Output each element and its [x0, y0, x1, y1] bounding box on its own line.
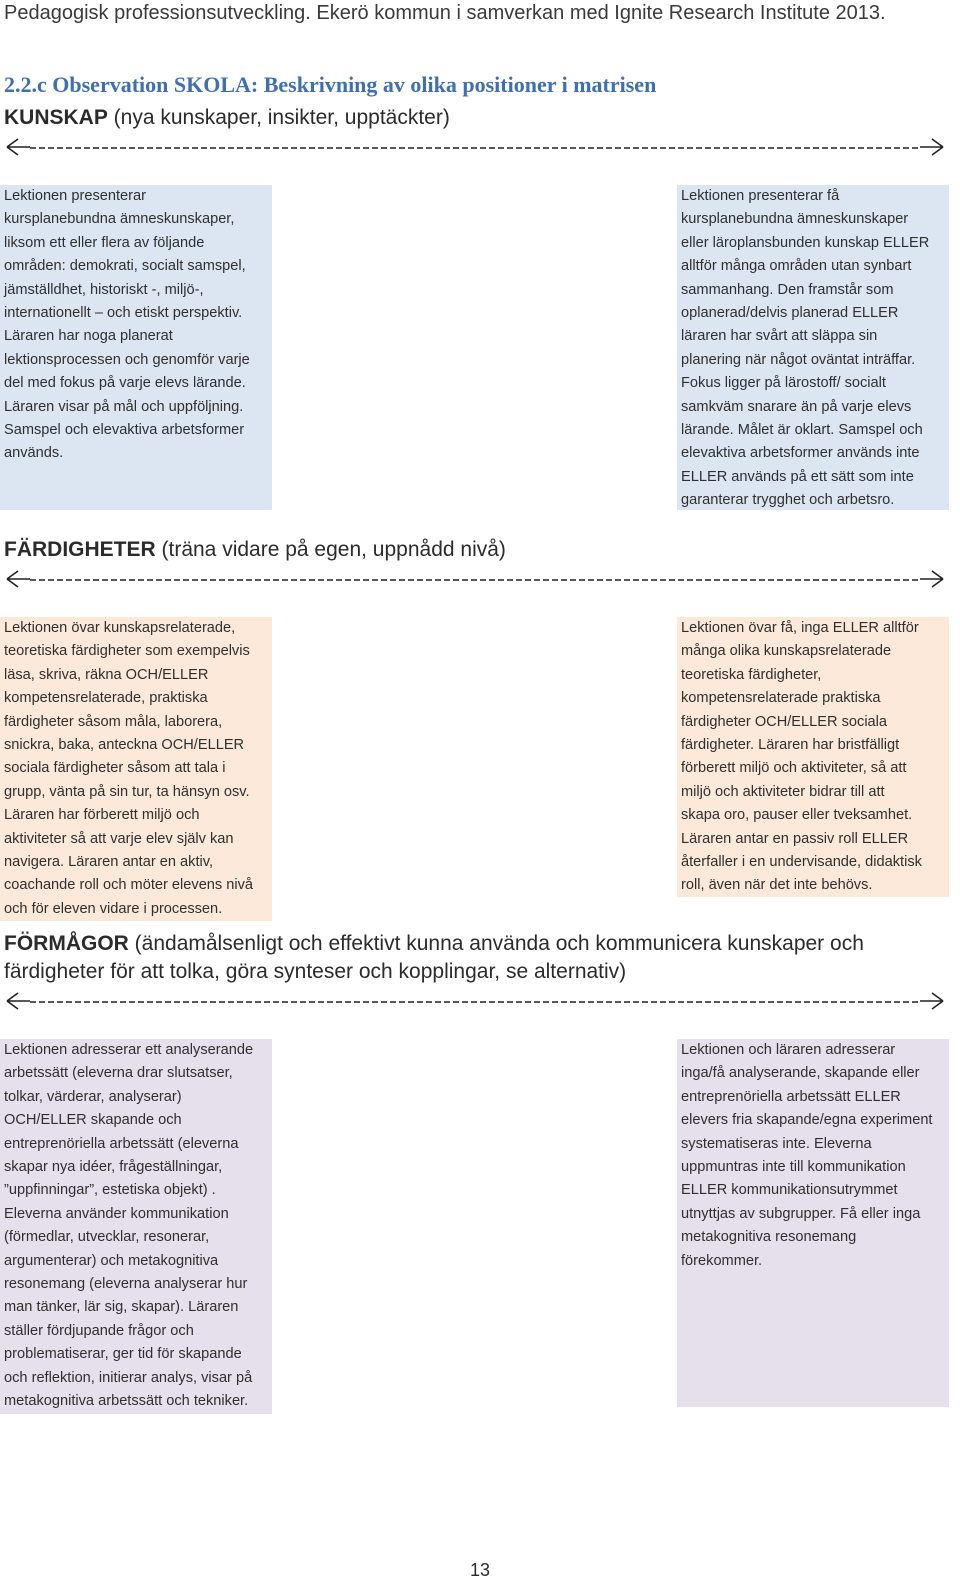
box-line: ELLER kommunikationsutrymmet: [681, 1182, 898, 1199]
box-line: lektionsprocessen och genomför varje: [4, 351, 250, 368]
box-line: garanterar trygghet och arbetsro.: [681, 492, 895, 509]
box-line: och för eleven vidare i processen.: [4, 900, 223, 917]
box-line: Fokus ligger på lärostoff/ socialt: [681, 375, 886, 392]
box-line: elevaktiva arbetsformer används inte: [681, 445, 920, 462]
box-line: oplanerad/delvis planerad ELLER: [681, 305, 899, 322]
box-line: färdigheter såsom måla, laborera,: [4, 713, 223, 730]
box-line: metakognitiva arbetssätt och tekniker.: [4, 1393, 249, 1410]
box-line: Lektionen presenterar: [4, 188, 146, 204]
double-arrow-icon: [4, 568, 946, 590]
formagor-desc-line2: färdigheter för att tolka, göra synteser och kopplingar, se alternativ): [4, 960, 627, 983]
box-line: kursplanebundna ämneskunskaper: [681, 211, 909, 228]
kunskap-desc: (nya kunskaper, insikter, upptäckter): [107, 106, 450, 129]
box-line: kursplanebundna ämneskunskaper,: [4, 211, 235, 228]
box-line: man tänker, lär sig, skapar). Läraren: [4, 1299, 239, 1316]
box-line: används.: [4, 445, 64, 462]
box-line: Lektionen övar kunskapsrelaterade,: [4, 620, 236, 636]
box-line: Lektionen presenterar få: [681, 188, 840, 204]
kunskap-title: KUNSKAP: [4, 106, 108, 129]
box-line: miljö och aktiviteter bidrar till att: [681, 783, 885, 800]
box-line: argumenterar) och metakognitiva: [4, 1252, 219, 1269]
fardigheter-low-box: [677, 617, 949, 897]
box-line: Lektionen och läraren adresserar: [681, 1042, 896, 1058]
box-line: Lektionen adresserar ett analyserande: [4, 1042, 254, 1058]
box-line: grupp, vänta på sin tur, ta hänsyn osv.: [4, 783, 250, 800]
box-line: problematiserar, ger tid för skapande: [4, 1346, 242, 1363]
fardigheter-heading: [4, 536, 506, 564]
box-line: återfaller i en undervisande, didaktisk: [681, 854, 922, 871]
box-line: skapa oro, pauser eller tveksamhet.: [681, 807, 913, 824]
formagor-desc-line1: (ändamålsenligt och effektivt kunna använda och kommunicera kunskaper och: [128, 932, 864, 955]
box-line: kompetensrelaterade, praktiska: [4, 690, 208, 707]
box-line: (förmedlar, utvecklar, resonerar,: [4, 1229, 210, 1246]
kunskap-scale-arrow: [4, 136, 946, 158]
box-line: Läraren visar på mål och uppföljning.: [4, 398, 244, 415]
box-line: Eleverna använder kommunikation: [4, 1205, 229, 1222]
double-arrow-icon: [4, 136, 946, 158]
fardigheter-scale-arrow: [4, 568, 946, 590]
formagor-high-box: [0, 1039, 272, 1414]
box-line: färdigheter. Läraren har bristfälligt: [681, 737, 900, 754]
box-line: förberett miljö och aktiviteter, så att: [681, 760, 907, 777]
box-line: jämställdhet, historiskt -, miljö-,: [4, 281, 204, 298]
box-line: navigera. Läraren antar en aktiv,: [4, 854, 214, 871]
box-line: entreprenöriella arbetssätt ELLER: [681, 1088, 901, 1105]
box-line: uppmuntras inte till kommunikation: [681, 1159, 906, 1176]
box-line: färdigheter OCH/ELLER sociala: [681, 713, 888, 730]
box-line: internationellt – och etiskt perspektiv.: [4, 305, 243, 322]
box-line: läsa, skriva, räkna OCH/ELLER: [4, 666, 209, 683]
kunskap-low-box: [677, 185, 949, 510]
box-line: ELLER används på ett sätt som inte: [681, 468, 914, 485]
box-line: Läraren har noga planerat: [4, 328, 173, 345]
box-line: kompetensrelaterade praktiska: [681, 690, 881, 707]
formagor-low-box: [677, 1039, 949, 1407]
box-line: sammanhang. Den framstår som: [681, 281, 894, 298]
box-line: skapar nya idéer, frågeställningar,: [4, 1159, 223, 1176]
box-line: liksom ett eller flera av följande: [4, 234, 205, 251]
box-line: ”uppfinningar”, estetiska objekt) .: [4, 1182, 216, 1199]
section-subtitle: 2.2.c Observation SKOLA: Beskrivning av olika positioner i matrisen: [4, 72, 657, 97]
box-line: del med fokus på varje elevs lärande.: [4, 375, 246, 392]
box-line: elevers fria skapande/egna experiment: [681, 1112, 933, 1129]
box-line: eller läroplansbunden kunskap ELLER: [681, 234, 930, 251]
box-line: resonemang (eleverna analyserar hur: [4, 1276, 248, 1293]
kunskap-high-box: [0, 185, 272, 510]
box-line: områden: demokrati, socialt samspel,: [4, 258, 246, 275]
box-line: samkväm snarare än på varje elevs: [681, 398, 912, 415]
box-line: snickra, baka, anteckna OCH/ELLER: [4, 737, 245, 754]
box-line: ställer fördjupande frågor och: [4, 1322, 194, 1339]
box-line: Samspel och elevaktiva arbetsformer: [4, 422, 245, 439]
box-line: förekommer.: [681, 1252, 763, 1269]
box-line: läraren har svårt att släppa sin: [681, 328, 878, 345]
formagor-heading: [4, 930, 934, 986]
box-line: sociala färdigheter såsom att tala i: [4, 760, 226, 777]
kunskap-heading: [4, 104, 450, 132]
box-line: Läraren antar en passiv roll ELLER: [681, 830, 909, 847]
fardigheter-title: FÄRDIGHETER: [4, 538, 156, 561]
fardigheter-desc: (träna vidare på egen, uppnådd nivå): [155, 538, 506, 561]
formagor-scale-arrow: [4, 990, 946, 1012]
box-line: OCH/ELLER skapande och: [4, 1112, 182, 1129]
box-line: utnyttjas av subgrupper. Få eller inga: [681, 1205, 921, 1222]
page-header: Pedagogisk professionsutveckling. Ekerö kommun i samverkan med Ignite Research Institute 2013.: [4, 2, 886, 24]
box-line: alltför många områden utan synbart: [681, 258, 912, 275]
box-line: inga/få analyserande, skapande eller: [681, 1065, 920, 1082]
box-line: entreprenöriella arbetssätt (eleverna: [4, 1135, 239, 1152]
box-line: teoretiska färdigheter,: [681, 666, 822, 683]
box-line: tolkar, värderar, analyserar): [4, 1088, 182, 1105]
box-line: lärande. Målet är oklart. Samspel och: [681, 422, 923, 439]
box-line: roll, även när det inte behövs.: [681, 877, 873, 894]
box-line: coachande roll och möter elevens nivå: [4, 877, 254, 894]
double-arrow-icon: [4, 990, 946, 1012]
box-line: aktiviteter så att varje elev själv kan: [4, 830, 234, 847]
page-number: 13: [469, 1560, 491, 1580]
box-line: och reflektion, initierar analys, visar på: [4, 1369, 253, 1386]
box-line: metakognitiva resonemang: [681, 1229, 857, 1246]
box-line: Lektionen övar få, inga ELLER alltför: [681, 620, 919, 636]
box-line: många olika kunskapsrelaterade: [681, 643, 892, 660]
box-line: Läraren har förberett miljö och: [4, 807, 200, 824]
box-line: arbetssätt (eleverna drar slutsatser,: [4, 1065, 233, 1082]
formagor-title: FÖRMÅGOR: [4, 932, 129, 955]
box-line: systematiseras inte. Eleverna: [681, 1135, 872, 1152]
box-line: planering när något oväntat inträffar.: [681, 351, 916, 368]
fardigheter-high-box: [0, 617, 272, 921]
box-line: teoretiska färdigheter som exempelvis: [4, 643, 250, 660]
